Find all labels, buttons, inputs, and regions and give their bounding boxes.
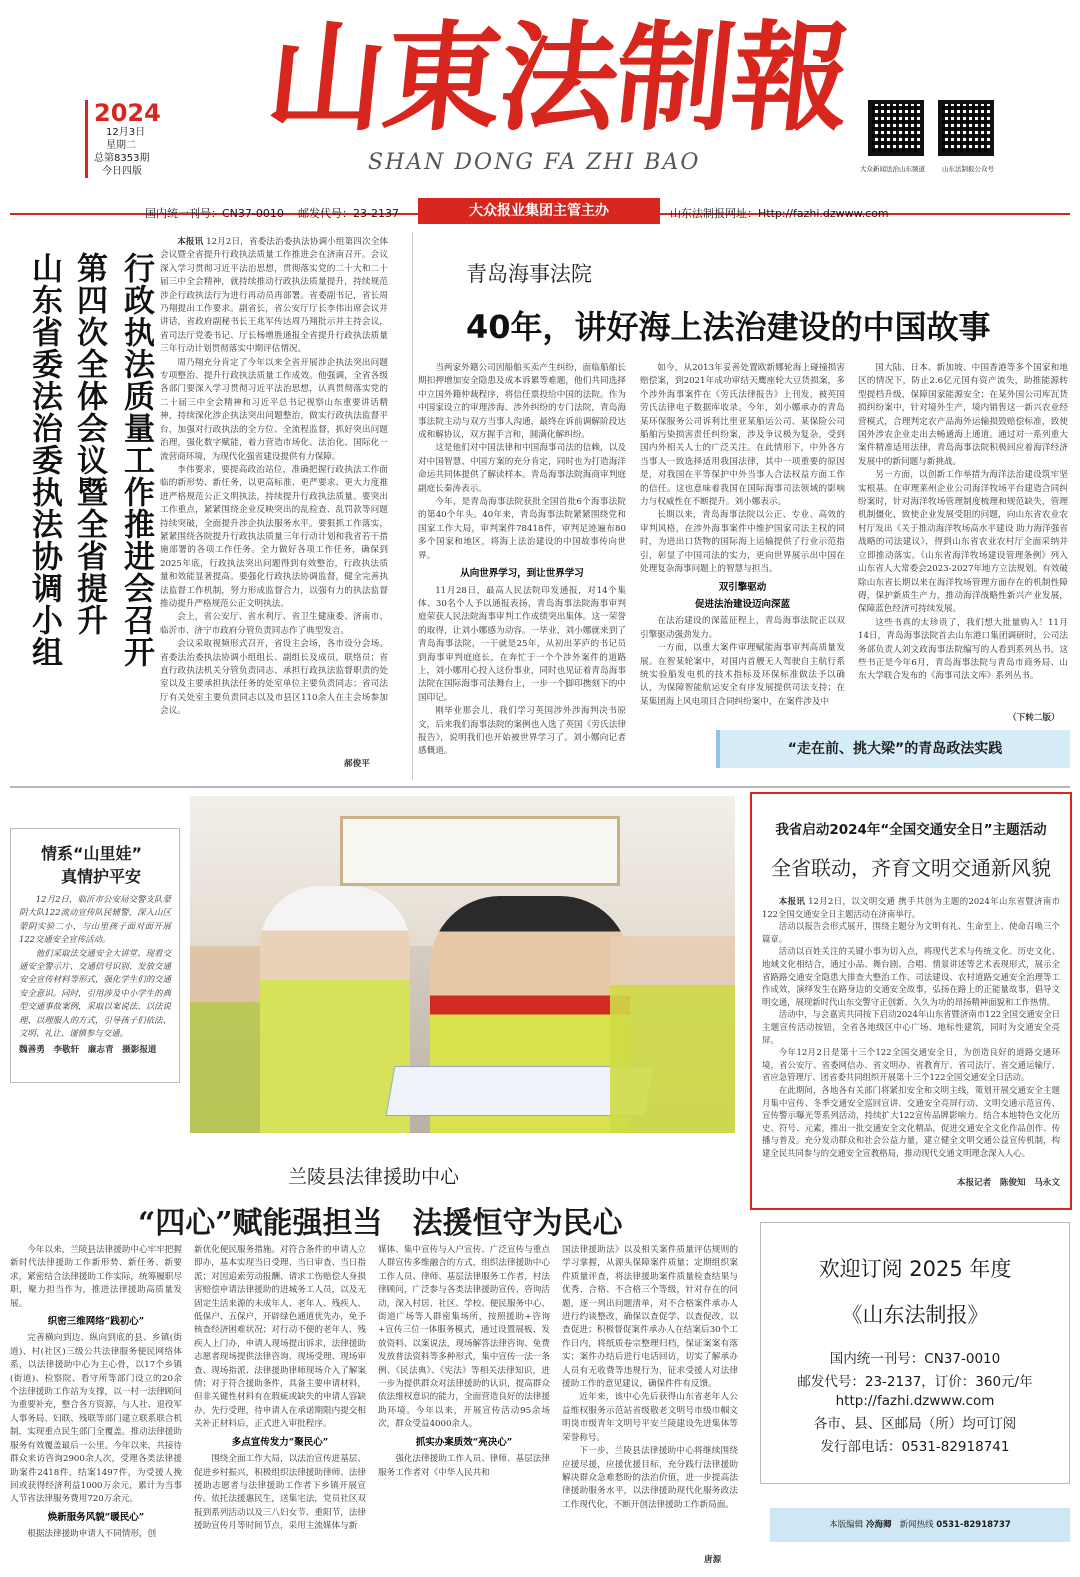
lead-title-line-3: 行政执法质量工作推进会召开 bbox=[118, 252, 154, 668]
lanling-paragraph: 媒体、集中宣传与入户宣传、广泛宣传与重点人群宣传多维融合的方式，组织法律援助中心工作人员、律师、基层法律服务工作者，村法律顾问，广泛参与各类法律援助宣传、咨询活动，深入村居、社区、学校、便民服务中心、街道广场等人群密集场所，按照援助+咨询+宣传三位一体服务模式，通过设置展板、发放资料、以案说法，现场解答法律咨询、免费发放普法资料等多种形式，集中宣传一法一条例、《民法典》、《宪法》等相关法律知识，进一步为提供群众对法律援助的认识，提高群众依法维权意识的能力，全面营造良好的法律援助环境。今年以来，开展宣传活动95余场次，群众受益4000余人。 bbox=[378, 1245, 550, 1430]
issue: 总第8353期 bbox=[94, 153, 150, 164]
lanling-headline: “四心”赋能强担当 法援恒守为民心 bbox=[138, 1206, 623, 1241]
lead-paragraph: 周乃翔充分肯定了今年以来全省开展涉企执法突出问题专项整治、提升行政执法质量工作成效。他强调，全省各级各部门要深入学习贯彻习近平法治思想，认真贯彻落实党的二十届三中全会精神和习近平总书记视察山东重要讲话精神，持续深化涉企执法突出问题整治，做实行政执法监督平台，加强对行政执法的全方位、全流程监督，抓好突出问题治理，强化数字赋能，着力营造市场化、法治化、国际化一流营商环境，为现代化强省建设提供有力保障。 bbox=[160, 357, 388, 462]
mountain-paragraph: 12月2日，临沂市公安局交警支队蒙阴大队122流动宣传队民辅警，深入山区蒙阴实验二小，与山里孩子面对面开展122交通安全宣传活动。 bbox=[19, 894, 171, 945]
qingdao-kicker: 青岛海事法院 bbox=[466, 262, 592, 286]
masthead bbox=[0, 0, 1080, 230]
qingdao-subhead: 从向世界学习，到让世界学习 bbox=[460, 568, 584, 580]
lanling-paragraph: 下一步，兰陵县法律援助中心将继续围绕应援尽援，应援优援目标，充分践行法律援助解决群众急难愁盼的法治价值，进一步提高法律援助服务水平，以法律援助现代化服务政法工作现代化，不断开创法律援助工作新局面。 bbox=[562, 1446, 738, 1510]
qingdao-paragraph: 11月28日，最高人民法院印发通报，对14个集体、30名个人予以通报表扬，青岛海事法院海事审判庭荣获人民法院海事审判工作成绩突出集体。这一荣誉的取得，让刘小娜感为动容。一毕业，刘小娜就来到了青岛海事法院，一干就是25年，从初出茅庐的书记员到海事审判庭庭长，在奔忙于一个个涉外案件的道路上，刘小娜用心投入这份事业，同时也见证着青岛海事法院在国际海事司法舞台上，一步一个脚印携刻下的中国印记。 bbox=[418, 585, 626, 703]
photo-board bbox=[340, 816, 620, 886]
traffic-headline: 全省联动，齐育文明交通新风貌 bbox=[771, 856, 1051, 880]
qr-group bbox=[860, 100, 1030, 180]
qingdao-paragraph: 当两家外籍公司因船舶买卖产生纠纷，面临船舶长期扣押增加安全隐患及成本诉累等难题，他们共同选择中立国外籍仲裁程序，将信任票投给中国的法院。作为中国家设立的审理涉海、涉外纠纷的专门法院，青岛海事法院主动与双方当事人沟通，最终在诉前调解阶段达成和解协议，双方握手言和，圆满化解纠纷。 bbox=[418, 363, 626, 441]
qingdao-paragraph: 在法治建设的深蓝征程上，青岛海事法院正以双引擎驱动强劲发力。 bbox=[640, 616, 845, 640]
qingdao-paragraph: 长期以来，青岛海事法院以公正、专业、高效的审判风格，在涉外海事案件中维护国家司法主权的同时，为进出口货物的国际海上运输提供了行业示范指引，彰显了中国司法的实力，更向世界展示出中国在处理复杂海事问题上的智慧与担当。 bbox=[640, 510, 845, 575]
lanling-story bbox=[10, 1140, 740, 1570]
subscribe-title: 欢迎订阅 2025 年度 bbox=[818, 1257, 1012, 1281]
traffic-paragraph: 在此期间，各地各有关部门将紧扣安全和文明主线，策划开展交通安全主题月集中宣传、冬季交通安全巡回宣讲、交通安全亮屏行动、文明交通示范宣传、宣传警示曝光等系列活动，持续扩大122宣传品牌影响力。结合本地特色文化历史、符号、元素，推出一批交通安全文化精品，促进交通安全文化作品创作、传播与普及。充分发动群众和社会公益力量，建立健全文明交通公益宣传机制，构建全民共同参与的交通安全宣教格局，推动现代交通文明理念深入人心。 bbox=[762, 1084, 1060, 1158]
sponsor: 大众报业集团主管主办 bbox=[469, 203, 609, 219]
subscribe-url[interactable]: http://fazhi.dzwww.com bbox=[835, 1393, 995, 1409]
school-photo bbox=[190, 796, 735, 1133]
qr-caption-2: 山东法制报公众号 bbox=[942, 165, 994, 173]
continued-note: （下转二版） bbox=[1008, 713, 1060, 723]
traffic-body bbox=[762, 895, 1060, 1177]
lanling-paragraph: 围绕全面工作大局，以法治宣传进基层、促进乡村振兴，积极组织法律援助律师、法律援助志愿者与法律援助工作者下乡镇开展宣传。依托法援惠民生，送集宅法，党员社区双报到系列活动以及三八妇女节、重阳节，法律援助宣传月等时间节点，采用主流媒体与新 bbox=[194, 1454, 366, 1532]
traffic-byline: 本报讯 bbox=[778, 896, 806, 906]
sponsor-banner bbox=[418, 198, 660, 224]
photo-students-back bbox=[610, 936, 735, 1133]
lead-paragraph: 12月2日，省委法治委执法协调小组第四次全体会议暨全省提升行政执法质量工作推进会在济南召开。会议深入学习贯彻习近平法治思想，贯彻落实党的二十大和二十届三中全会精神，就持续推动行政执法质量提升，持续规范涉企行政执法行为进行再动员再部署。省委副书记，省长周乃翔提出工作要求。副省长，省公安厅厅长李伟出席会议并讲话，省政府副秘书长王兆军传达周乃翔批示并主持会议，省司法厅党委书记、厅长杨增胜通报全省提升行政执法质量三年行动计划贯彻落实中期评估情况。 bbox=[160, 237, 388, 355]
footer-hotline-label: 新闻热线 bbox=[899, 1520, 934, 1530]
lanling-kicker: 兰陵县法律援助中心 bbox=[288, 1166, 460, 1188]
masthead-pinyin: SHAN DONG FA ZHI BAO bbox=[368, 150, 701, 175]
traffic-paragraph: 12月2日，以文明交通 携手共创为主题的2024年山东省暨济南市122全国交通安全日主题活动在济南举行。 bbox=[762, 896, 1060, 919]
lanling-col-4 bbox=[562, 1244, 738, 1554]
weekday: 星期二 bbox=[106, 140, 136, 151]
lanling-paragraph: 国法律援助法》以及相关案件质量评估规则的学习掌握，从源头保障案件质量；定期组织案件质量评查，将法律援助案件质量检查结果与优秀、合格、不合格三个等级，针对存在的问题，逐一列出问题清单，对不合格案件承办人进行约谈整改，确保以查促学、以查促改，以查促进；积极督促案件承办人在结案后30个工作日内，将纸质卷宗整理归档，保证案案有落实；案件办结后进行电话回访，切实了解承办人员有无收费等违规行为，征求受援人对法律援助工作的意见建议，确保件件有反馈。 bbox=[562, 1245, 738, 1390]
lanling-paragraph: 强化法律援助工作人员、律师、基层法律服务工作者对《中华人民共和 bbox=[378, 1454, 550, 1478]
footer-hotline: 0531-82918737 bbox=[936, 1520, 1011, 1530]
mountain-title-1: 情系“山里娃” bbox=[41, 844, 143, 863]
qingdao-ad-banner[interactable] bbox=[716, 730, 1070, 768]
pages: 今日四版 bbox=[102, 166, 142, 177]
subscribe-cn: 国内统一刊号：CN37-0010 bbox=[829, 1351, 1001, 1367]
date-box bbox=[85, 99, 161, 178]
qingdao-paragraph: 一方面，以重大案件审理赋能海事审判高质量发展。在智某轮案中，对国内首艘无人驾驶自主航行系统实验船发电机的技术指标及环保标准做法予以确认，为保障智能航运安全有序发展提供司法支持；在某集团海上风电项目合同纠纷案中，在案件涉及中 bbox=[640, 643, 845, 707]
postal-code: 邮发代号：23-2137 bbox=[298, 207, 399, 220]
lanling-col-2 bbox=[194, 1244, 366, 1570]
footer-bar bbox=[770, 1508, 1070, 1542]
photo-officer bbox=[260, 886, 410, 1133]
footer-editor: 冷海卿 bbox=[865, 1520, 892, 1530]
lanling-col-3 bbox=[378, 1244, 550, 1570]
lead-paragraph: 会上，省公安厅、省水利厅、省卫生健康委、济南市、临沂市、济宁市政府分管负责同志作了典型发言。 bbox=[160, 612, 388, 636]
section-divider bbox=[10, 786, 1070, 788]
lanling-subhead: 多点宣传发力“聚民心” bbox=[231, 1436, 329, 1448]
lead-author: 郝俊平 bbox=[340, 758, 370, 771]
qingdao-subhead: 双引擎驱动 bbox=[718, 581, 767, 593]
qingdao-headline: 40年，讲好海上法治建设的中国故事 bbox=[466, 308, 991, 346]
date: 12月3日 bbox=[106, 127, 146, 138]
subscribe-postal: 邮发代号：23-2137，订价：360元/年 bbox=[797, 1374, 1033, 1390]
divider bbox=[412, 232, 413, 780]
traffic-paragraph: 活动以报告会形式展开，围绕主题分为文明有礼、生命至上、使命召唤三个篇章。 bbox=[762, 921, 1060, 944]
lanling-paragraph: 新优化便民服务措施。对符合条件的申请人立即办，基本实现当日受理、当日审查、当日指派；对因追索劳动报酬、请求工伤赔偿人身损害赔偿申请法律援助的进城务工人员，以及无固定生活来源的未成年人、老年人、残疾人、低保户、五保户，开辟绿色通道优先办，免予核查经济困难状况；对行动不便的老年人、残疾人上门办，申请人现场提出诉求，法律援助志愿者现场提供法律咨询、现场受理、现场审查、现场指派、法律援助律师现场介入了解案情；对于符合援助条件，具备主要申请材料，但非关键性材料有在瑕疵或缺失的申请人容缺办，先行受理，待申请人在承诺期限内提交相关补正材料后，正式进入审批程序。 bbox=[194, 1245, 366, 1430]
qingdao-col-2 bbox=[640, 362, 845, 774]
mountain-body bbox=[19, 893, 171, 1040]
mountain-reporters: 魏善勇 李敬轩 廉志青 摄影报道 bbox=[19, 1045, 157, 1056]
lead-body bbox=[160, 236, 388, 774]
qingdao-col-1 bbox=[418, 362, 626, 774]
qingdao-subhead: 促进法治建设迈向深蓝 bbox=[694, 598, 790, 610]
traffic-paragraph: 活动中，与会嘉宾共同按下启动2024年山东省暨济南市122全国交通安全日主题宣传活动按钮，全省各地级区中心广场、地标性建筑，同时为交通安全亮屏。 bbox=[762, 1009, 1060, 1045]
mountain-story bbox=[10, 828, 180, 1083]
masthead-title: 山東法制報 bbox=[260, 8, 856, 147]
qingdao-paragraph: 今年，是青岛海事法院获批全国首批6个海事法院的第40个年头。40年来，青岛海事法院紧紧围绕党和国家工作大局，审判案件78418件，审判足迹遍布80多个国家和地区，将海上法治建设的中国故事传向世界。 bbox=[418, 497, 626, 561]
lanling-subhead: 抓实办案质效“亮决心” bbox=[415, 1436, 513, 1448]
lanling-col-1 bbox=[10, 1244, 182, 1570]
qingdao-col-3 bbox=[858, 362, 1068, 718]
qingdao-paragraph: 如今，从2013年妥善处置欧新娜轮海上碰撞损害赔偿案，到2021年成功审结天鹰座轮大豆货损案，多个涉外海事案件在《劳氏法律报告》上刊发，被英国劳氏法律电子数据库收录。今年，刘小娜承办的青岛某环保服务公司诉利比里亚某船运公司、某保险公司船舶污染损害责任纠纷案，涉及争议极为复杂，受到国内外相关人士的广泛关注。在此情形下，中外各方当事人一致选择适用我国法律，其中一项重要的原因是，对我国在平等保护中外当事人合法权益方面工作的信任。这也意味着我国在国际海事司法领域的影响力与权威性在不断提升。刘小娜表示。 bbox=[640, 363, 845, 508]
mountain-paragraph: 他们采取法交通安全大讲堂、现看交通安全警示片、交通信号识别、发放交通安全宣传材料等形式，强化学生们的交通安全意识。同时，引用涉及中小学生的典型交通事故案例，采取以案说法、以法说理、以理服人的方式，引导孩子们依法、文明、礼让、谨慎参与交通。 bbox=[19, 947, 171, 1039]
qingdao-story bbox=[418, 232, 1070, 780]
traffic-reporters: 本报记者 陈俊知 马永文 bbox=[956, 1178, 1060, 1188]
qingdao-ad-text: “走在前、挑大梁”的青岛政法实践 bbox=[787, 741, 1003, 757]
qr-code-1[interactable] bbox=[868, 100, 924, 156]
website[interactable]: 山东法制报网址：Http://fazhi.dzwww.com bbox=[670, 207, 889, 220]
traffic-paragraph: 活动以百姓关注的关键小事为切入点，将现代艺术与传统文化、历史文化、地域文化相结合，通过小品、舞台剧、合唱、情景讲述等艺术表现形式，展示全省路路交通安全隐患大排查大整治工作、司法建设、农村道路交通安全治理等工作成效，演绎发生在路身边的交通安全故事，弘扬在路上的正能量故事，倡导文明交通，展现新时代山东交警守正创新、久久为功的昂扬精神面貌和工作热情。 bbox=[762, 946, 1060, 1007]
qingdao-paragraph: 这些书真的太珍贵了，我们想大批量购入！11月14日，青岛海事法院首去山东港口集团调研时，公司法务部负责人刘文政海事法院编写的人看到系列丛书。这些书正是今年6月，青岛海事法院与青岛市商务局、山东大学联合发布的《海事司法文库》系列丛书。 bbox=[858, 617, 1068, 682]
qingdao-paragraph: 国大陆、日本、新加坡、中国香港等多个国家和地区的情况下，防止2.6亿元国有资产流失，助推能源转型提档升级，保障国家能源安全；在某外国公司库瓦货损纠纷案中，针对境外生产，境内销售这一新兴农业经营模式，合理判定农产品海外运输损毁赔偿标准，致使国外涉农企业走出去畅通海上通道。通过对一系列重大案件精准适用法律，青岛海事法院积极回应着海洋经济发展中的新问题与新挑战。 bbox=[858, 363, 1068, 467]
traffic-story bbox=[750, 792, 1072, 1210]
subscribe-paper: 《山东法制报》 bbox=[841, 1303, 989, 1327]
footer-editor-label: 本版编辑 bbox=[829, 1520, 864, 1530]
lanling-paragraph: 完善横向到边、纵向到底的县、乡镇(街道)、村(社区)三级公共法律服务便民网络体系，以法律援助中心为主心骨，以17个乡镇(街道)、检察院、看守所等部门设立的20余个法律援助工作站为支撑，以一村一法律顾问为重要补充，整合各方资源，与人社、退役军人事务局、妇联、残联等部门建立联系联合机制，实现重点民生部门全覆盖。推动法律援助服务有效覆盖最后一公里。今年以来，共接待群众来访咨询2900余人次，受理各类法律援助案件2418件，结案1497件，为受援人挽回或获得经济利益1000万余元，累计为当事人节省法律服务费用720万余元。 bbox=[10, 1333, 182, 1505]
lanling-paragraph: 今年以来，兰陵县法律援助中心牢牢把握新时代法律援助工作新形势、新任务、新要求，紧密结合法律援助工作实际，统筹履职尽职，聚力担当作为，推进法律援助高质量发展。 bbox=[10, 1245, 182, 1309]
mountain-title-2: 真情护平安 bbox=[61, 867, 142, 886]
subscribe-phone: 发行部电话：0531-82918741 bbox=[820, 1439, 1010, 1455]
lanling-subhead: 织密三维网络“践初心” bbox=[47, 1316, 145, 1328]
qingdao-paragraph: 另一方面，以创新工作举措为海洋法治建设筑牢坚实根基。在审理莱州企业公司海洋牧场平台建造合同纠纷案时，针对海洋牧场管理制度梳理和规范缺失，管理机制僵化，致使企业发展受阻的问题，向山东省农业农村厅发出《关于推动海洋牧场高水平建设 助力海洋强省战略的司法建议》，得到山东省农业农村厅全面采纳并立即推动落实。《山东省海洋牧场建设管理条例》列入山东省人大常委会2023-2027年地方立法规划。有效破除山东省长期以来在海洋牧场管理方面存在的机制性障碍，保护新质生产力，推动海洋战略性新兴产业发展，保障蓝色经济可持续发展。 bbox=[858, 470, 1068, 615]
lead-title-line-1: 山东省委法治委执法协调小组 bbox=[26, 252, 62, 668]
qingdao-paragraph: 刚毕业那会儿，我们学习英国涉外涉海判决书原文，后来我们海事法院的案例也入选了英国《劳氏法律报告》，说明我们也开始被世界学习了。刘小娜向记者感慨道。 bbox=[418, 706, 626, 757]
qingdao-paragraph: 这是他们对中国法律和中国海事司法的信赖，以及对中国智慧、中国方案的充分肯定，同时也为打造海洋命运共同体提供了解读样本。青岛海事法院海商审判庭副庭长秦涛表示。 bbox=[418, 443, 626, 494]
cn-number: 国内统一刊号：CN37-0010 bbox=[145, 207, 284, 220]
qr-code-2[interactable] bbox=[938, 100, 994, 156]
photo-students-left bbox=[190, 946, 260, 1133]
lead-title-line-2: 第四次全体会议暨全省提升 bbox=[71, 252, 107, 636]
lead-story bbox=[10, 232, 410, 780]
lanling-paragraph: 根据法律援助申请人不同情形，创 bbox=[27, 1529, 157, 1540]
qr-caption-1: 大众新闻法治山东频道 bbox=[860, 165, 925, 173]
subscribe-where: 各市、县、区邮局（所）均可订阅 bbox=[813, 1416, 1017, 1432]
lanling-author: 唐源 bbox=[704, 1555, 722, 1565]
traffic-paragraph: 今年12月2日是第十三个122全国交通安全日，为创造良好的道路交通环境，省公安厅、省委网信办、省文明办、省教育厅、省司法厅、省交通运输厅、省应急管理厅、团省委共同组织开展第十三个122全国交通安全日活动。 bbox=[762, 1047, 1060, 1083]
year: 2024 bbox=[94, 99, 161, 127]
lead-paragraph: 李伟要求，要提高政治站位，准确把握行政执法工作面临的新形势、新任务，以更高标准、更严要求、更大力度推进严格规范公正文明执法，持续提升行政执法质量。要突出工作重点，紧紧围绕企业反映突出的乱检查、乱罚款等问题持续突破，全面提升涉企执法服务水平。要狠抓工作落实，紧紧围绕各院提升行政执法质量三年行动计划和我省若干措施部署的各项工作任务。全力做好各项工作任务，确保到2025年底，行政执法突出问题得到有效整治，行政执法质量和效能显著提高。要强化行政执法协调监督，健全完善执法监督工作机制，努力形成监督合力，以强有力的执法监督推动提升严格规范公正文明执法。 bbox=[160, 464, 388, 609]
subscribe-box bbox=[760, 1222, 1070, 1484]
lead-byline: 本报讯 bbox=[177, 237, 204, 247]
lead-paragraph: 会议采取视频形式召开，省设主会场，各市设分会场。省委法治委执法协调小组组长、副组长及成员，联络员；省直行政执法机关分管负责同志、承担行政执法监督职责的处室以及主要承担执法任务的处室单位主要负责同志；省司法厅有关处室主要负责同志以及市县区110余人在主会场参加会议。 bbox=[160, 639, 388, 717]
lanling-subhead: 焕新服务风貌“暖民心” bbox=[47, 1511, 145, 1523]
traffic-kicker: 我省启动2024年“全国交通安全日”主题活动 bbox=[775, 822, 1047, 838]
lanling-paragraph: 近年来，该中心先后获得山东省老年人公益维权服务示范站省级敬老文明号市级巾帼文明岗市级青年文明号平安兰陵建设先进集体等荣誉称号。 bbox=[562, 1392, 738, 1443]
